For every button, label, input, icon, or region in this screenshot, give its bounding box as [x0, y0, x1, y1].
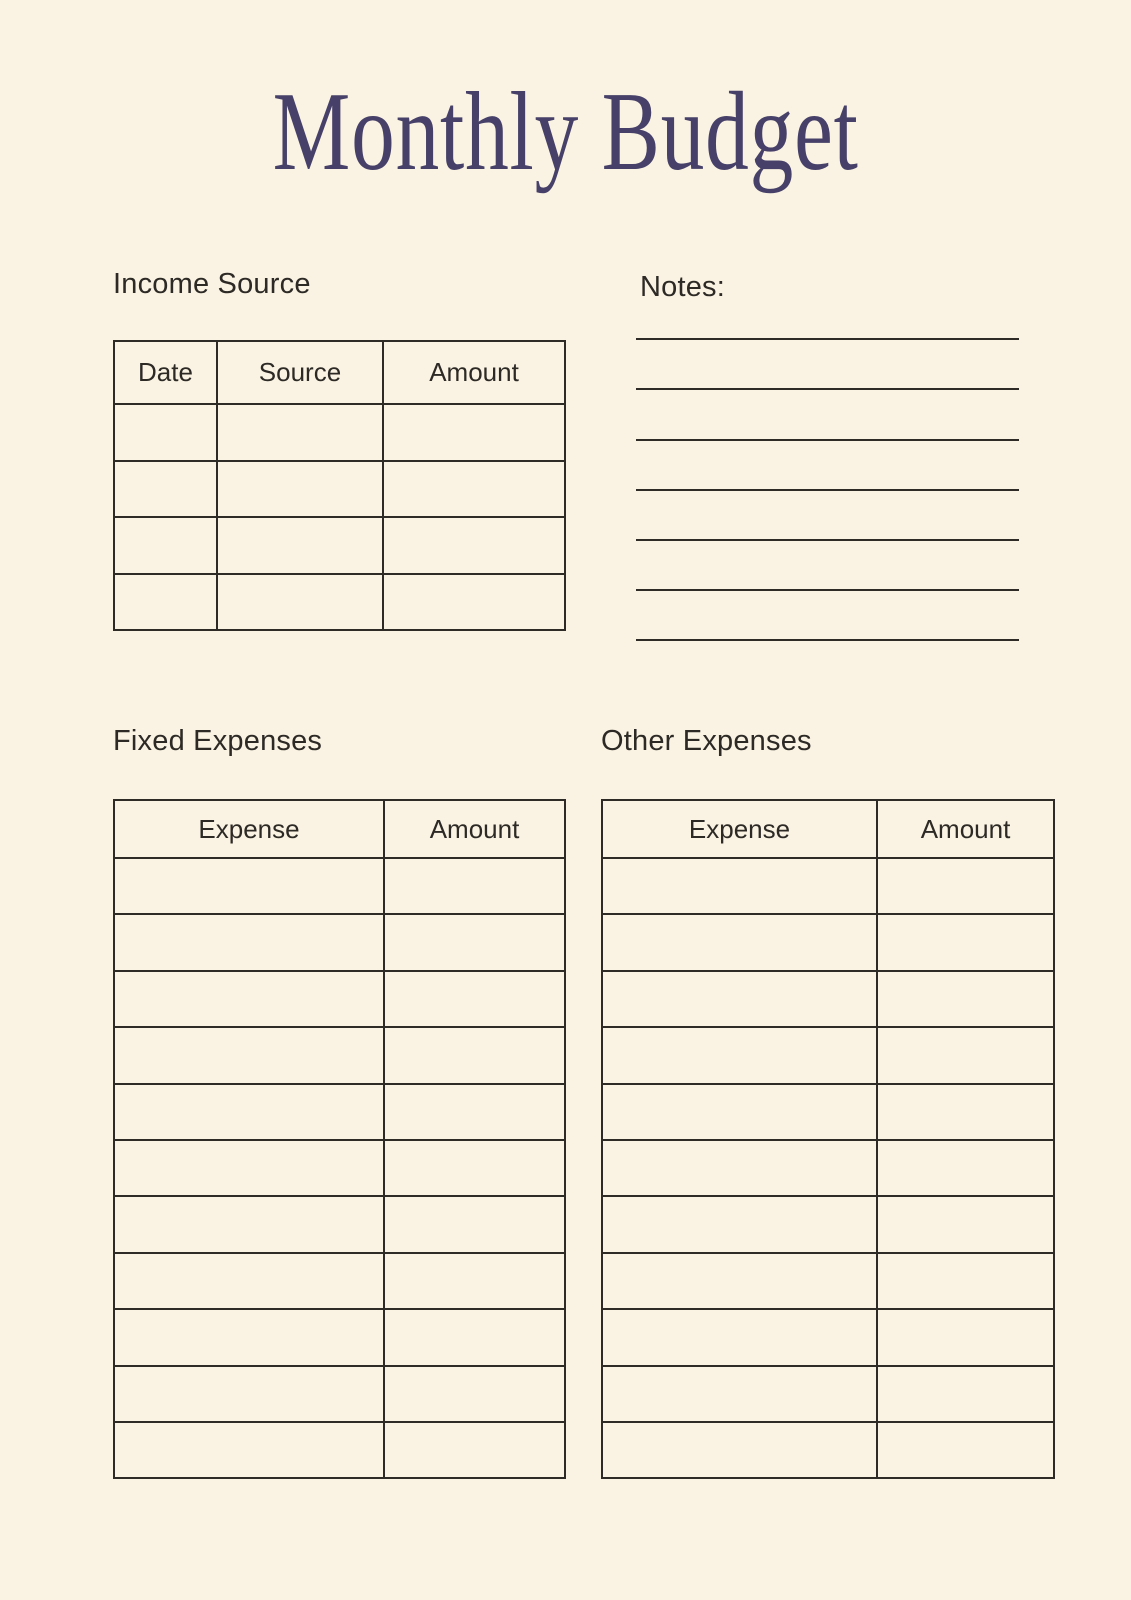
other-empty-row — [602, 1140, 1054, 1196]
notes-write-line[interactable] — [636, 441, 1019, 491]
income-source-cell[interactable] — [217, 517, 383, 574]
fixed-expense-cell[interactable] — [114, 1084, 384, 1140]
other-amount-cell[interactable] — [877, 971, 1054, 1027]
other-empty-row — [602, 1084, 1054, 1140]
income-amount-cell[interactable] — [383, 404, 565, 461]
other-amount-cell[interactable] — [877, 1140, 1054, 1196]
other-expense-cell[interactable] — [602, 1140, 877, 1196]
other-empty-row — [602, 1027, 1054, 1083]
fixed-expense-cell[interactable] — [114, 914, 384, 970]
income-empty-row — [114, 517, 565, 574]
fixed-expense-cell[interactable] — [114, 1422, 384, 1478]
fixed-expenses-table — [113, 799, 566, 1479]
fixed-expense-cell[interactable] — [114, 1196, 384, 1252]
fixed-empty-row — [114, 1366, 565, 1422]
other-expense-cell[interactable] — [602, 1196, 877, 1252]
fixed-empty-row — [114, 1309, 565, 1365]
fixed-empty-row — [114, 1422, 565, 1478]
fixed-amount-cell[interactable] — [384, 1027, 565, 1083]
fixed-amount-cell[interactable] — [384, 1309, 565, 1365]
other-amount-cell[interactable] — [877, 1422, 1054, 1478]
other-empty-row — [602, 858, 1054, 914]
page-title — [0, 70, 1131, 194]
fixed-col-expense: Expense — [114, 800, 384, 858]
fixed-empty-row — [114, 1140, 565, 1196]
fixed-expense-cell[interactable] — [114, 1253, 384, 1309]
fixed-expense-cell[interactable] — [114, 1027, 384, 1083]
income-empty-row — [114, 404, 565, 461]
income-amount-cell[interactable] — [383, 574, 565, 631]
notes-write-line[interactable] — [636, 390, 1019, 440]
other-amount-cell[interactable] — [877, 914, 1054, 970]
fixed-amount-cell[interactable] — [384, 971, 565, 1027]
other-expense-cell[interactable] — [602, 858, 877, 914]
other-empty-row — [602, 971, 1054, 1027]
other-empty-row — [602, 1196, 1054, 1252]
other-amount-cell[interactable] — [877, 1253, 1054, 1309]
other-header-row — [602, 800, 1054, 858]
fixed-col-amount: Amount — [384, 800, 565, 858]
other-empty-row — [602, 1366, 1054, 1422]
notes-lines — [636, 290, 1019, 641]
other-amount-cell[interactable] — [877, 858, 1054, 914]
fixed-amount-cell[interactable] — [384, 1140, 565, 1196]
fixed-expense-cell[interactable] — [114, 858, 384, 914]
other-empty-row — [602, 914, 1054, 970]
fixed-amount-cell[interactable] — [384, 1366, 565, 1422]
income-source-cell[interactable] — [217, 404, 383, 461]
other-amount-cell[interactable] — [877, 1084, 1054, 1140]
notes-heading: Notes: — [640, 271, 726, 303]
income-col-date: Date — [114, 341, 217, 404]
fixed-amount-cell[interactable] — [384, 914, 565, 970]
notes-write-line[interactable] — [636, 340, 1019, 390]
income-col-source: Source — [217, 341, 383, 404]
fixed-empty-row — [114, 1027, 565, 1083]
other-col-expense: Expense — [602, 800, 877, 858]
income-source-cell[interactable] — [217, 461, 383, 518]
other-amount-cell[interactable] — [877, 1366, 1054, 1422]
other-expense-cell[interactable] — [602, 1253, 877, 1309]
other-expense-cell[interactable] — [602, 1366, 877, 1422]
income-empty-row — [114, 574, 565, 631]
fixed-empty-row — [114, 971, 565, 1027]
notes-write-line[interactable] — [636, 290, 1019, 340]
other-col-amount: Amount — [877, 800, 1054, 858]
income-header-row — [114, 341, 565, 404]
other-amount-cell[interactable] — [877, 1309, 1054, 1365]
other-expenses-heading: Other Expenses — [601, 725, 812, 757]
income-amount-cell[interactable] — [383, 461, 565, 518]
fixed-expense-cell[interactable] — [114, 1140, 384, 1196]
fixed-expenses-heading: Fixed Expenses — [113, 725, 323, 757]
fixed-empty-row — [114, 1253, 565, 1309]
other-expense-cell[interactable] — [602, 1309, 877, 1365]
income-date-cell[interactable] — [114, 574, 217, 631]
other-expense-cell[interactable] — [602, 1422, 877, 1478]
fixed-empty-row — [114, 1196, 565, 1252]
fixed-expense-cell[interactable] — [114, 1309, 384, 1365]
other-expense-cell[interactable] — [602, 1084, 877, 1140]
income-col-amount: Amount — [383, 341, 565, 404]
other-expense-cell[interactable] — [602, 971, 877, 1027]
income-amount-cell[interactable] — [383, 517, 565, 574]
notes-write-line[interactable] — [636, 491, 1019, 541]
income-date-cell[interactable] — [114, 517, 217, 574]
other-amount-cell[interactable] — [877, 1027, 1054, 1083]
fixed-amount-cell[interactable] — [384, 1084, 565, 1140]
fixed-empty-row — [114, 858, 565, 914]
income-date-cell[interactable] — [114, 461, 217, 518]
fixed-empty-row — [114, 1084, 565, 1140]
other-empty-row — [602, 1422, 1054, 1478]
fixed-empty-row — [114, 914, 565, 970]
income-date-cell[interactable] — [114, 404, 217, 461]
fixed-amount-cell[interactable] — [384, 1253, 565, 1309]
other-empty-row — [602, 1309, 1054, 1365]
fixed-amount-cell[interactable] — [384, 858, 565, 914]
income-source-heading: Income Source — [113, 268, 311, 300]
other-empty-row — [602, 1253, 1054, 1309]
income-source-cell[interactable] — [217, 574, 383, 631]
notes-write-line[interactable] — [636, 541, 1019, 591]
fixed-amount-cell[interactable] — [384, 1422, 565, 1478]
fixed-expense-cell[interactable] — [114, 971, 384, 1027]
other-expense-cell[interactable] — [602, 914, 877, 970]
other-expenses-table — [601, 799, 1055, 1479]
fixed-expense-cell[interactable] — [114, 1366, 384, 1422]
fixed-header-row — [114, 800, 565, 858]
income-empty-row — [114, 461, 565, 518]
other-expense-cell[interactable] — [602, 1027, 877, 1083]
fixed-amount-cell[interactable] — [384, 1196, 565, 1252]
other-amount-cell[interactable] — [877, 1196, 1054, 1252]
page-title-text: Monthly Budget — [272, 70, 859, 194]
notes-write-line[interactable] — [636, 591, 1019, 641]
income-source-table — [113, 340, 566, 631]
